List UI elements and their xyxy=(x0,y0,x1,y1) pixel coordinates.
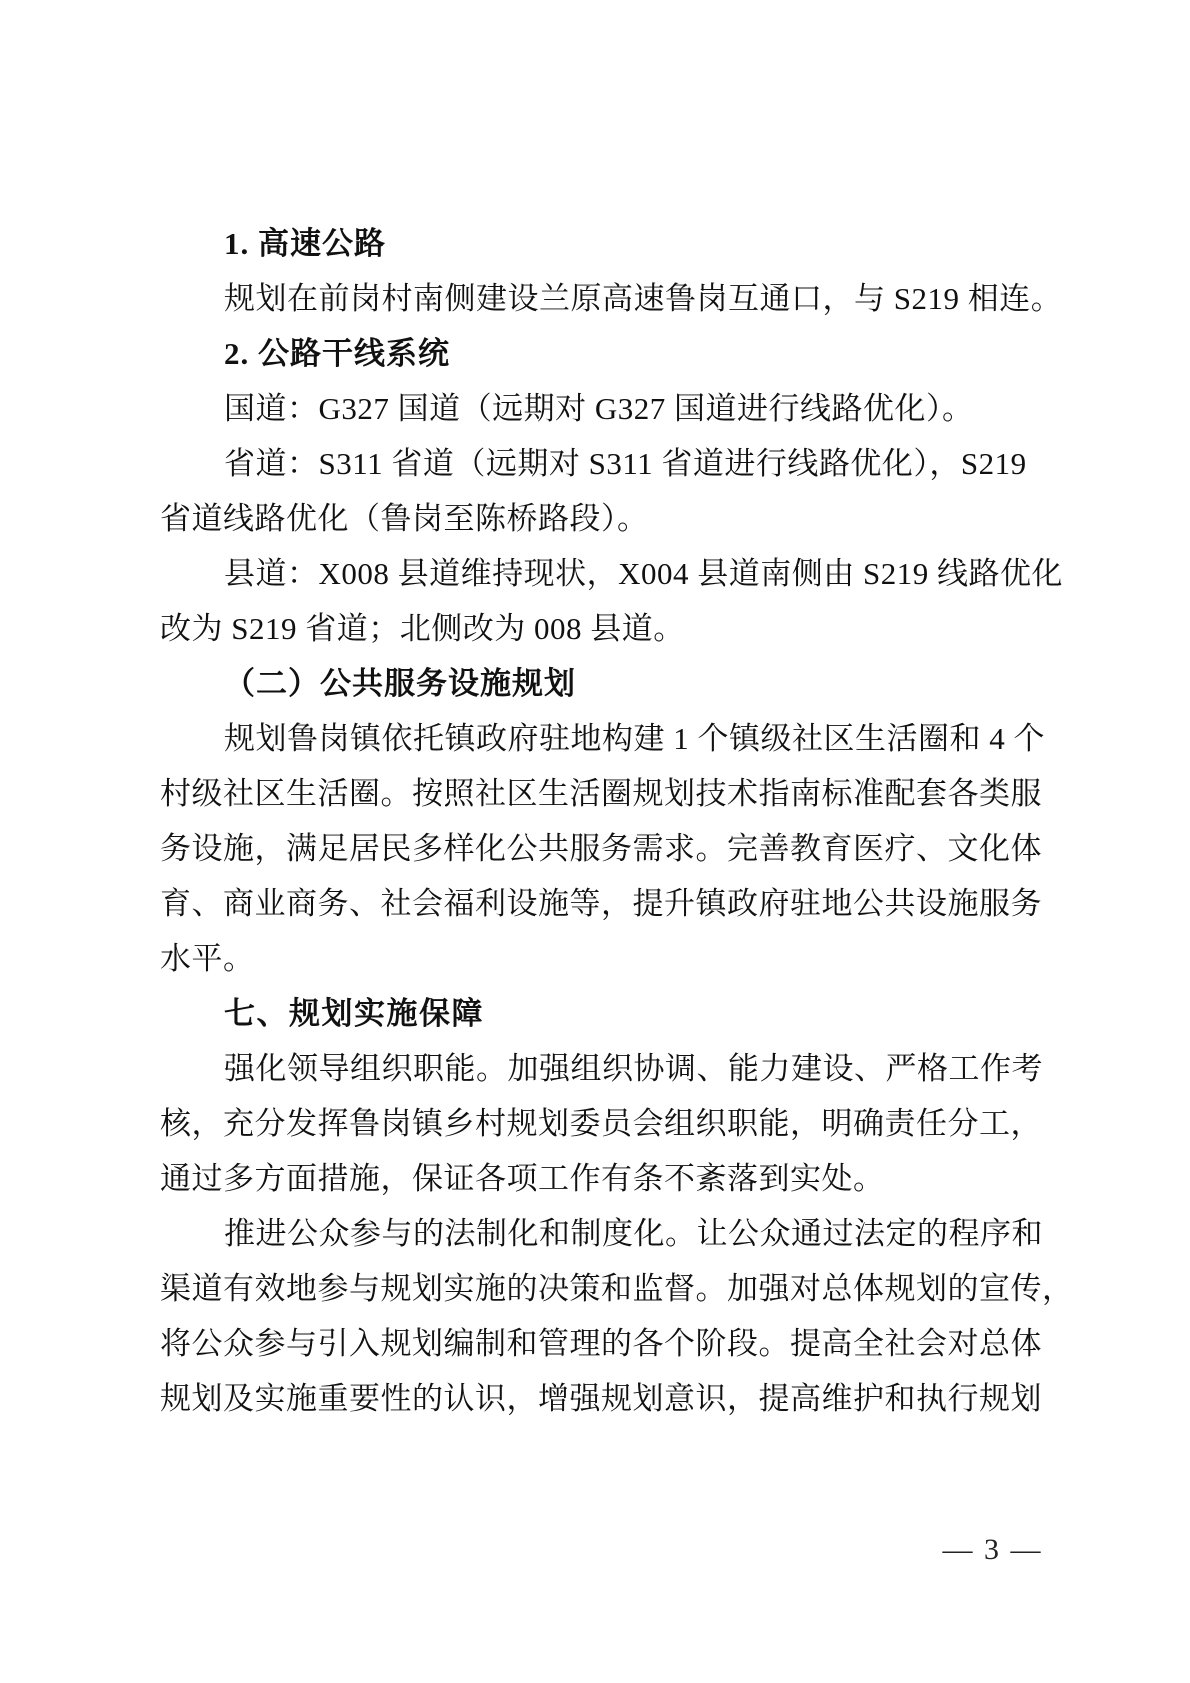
paragraph-line: 县道：X008 县道维持现状，X004 县道南侧由 S219 线路优化 xyxy=(224,556,1064,591)
heading-public-service-facilities: （二）公共服务设施规划 xyxy=(224,666,576,701)
paragraph-line: 强化领导组织职能。加强组织协调、能力建设、严格工作考 xyxy=(224,1051,1043,1086)
paragraph-line: 水平。 xyxy=(160,941,255,976)
paragraph-line: 将公众参与引入规划编制和管理的各个阶段。提高全社会对总体 xyxy=(160,1326,1042,1361)
paragraph-line: 推进公众参与的法制化和制度化。让公众通过法定的程序和 xyxy=(224,1216,1043,1251)
paragraph-line: 务设施，满足居民多样化公共服务需求。完善教育医疗、文化体 xyxy=(160,831,1042,866)
paragraph-line: 通过多方面措施，保证各项工作有条不紊落到实处。 xyxy=(160,1161,885,1196)
page-number: — 3 — xyxy=(942,1533,1043,1566)
paragraph-line: 规划鲁岗镇依托镇政府驻地构建 1 个镇级社区生活圈和 4 个 xyxy=(224,721,1045,756)
document-body xyxy=(160,216,1074,1426)
paragraph-line: 省道线路优化（鲁岗至陈桥路段）。 xyxy=(160,501,649,536)
paragraph-line: 核，充分发挥鲁岗镇乡村规划委员会组织职能，明确责任分工， xyxy=(160,1106,1042,1141)
paragraph-line: 育、商业商务、社会福利设施等，提升镇政府驻地公共设施服务 xyxy=(160,886,1042,921)
heading-trunk-road-system: 2. 公路干线系统 xyxy=(224,336,450,371)
paragraph-line: 村级社区生活圈。按照社区生活圈规划技术指南标准配套各类服 xyxy=(160,776,1042,811)
heading-plan-implementation: 七、规划实施保障 xyxy=(224,996,484,1031)
paragraph-line: 渠道有效地参与规划实施的决策和监督。加强对总体规划的宣传， xyxy=(160,1271,1074,1306)
heading-expressway: 1. 高速公路 xyxy=(224,226,386,261)
paragraph-line: 改为 S219 省道；北侧改为 008 县道。 xyxy=(160,611,685,646)
paragraph-line: 规划及实施重要性的认识，增强规划意识，提高维护和执行规划 xyxy=(160,1381,1042,1416)
paragraph-line: 规划在前岗村南侧建设兰原高速鲁岗互通口，与 S219 相连。 xyxy=(224,281,1063,316)
paragraph-line: 省道：S311 省道（远期对 S311 省道进行线路优化），S219 xyxy=(224,446,1027,481)
paragraph-line: 国道：G327 国道（远期对 G327 国道进行线路优化）。 xyxy=(224,391,974,426)
